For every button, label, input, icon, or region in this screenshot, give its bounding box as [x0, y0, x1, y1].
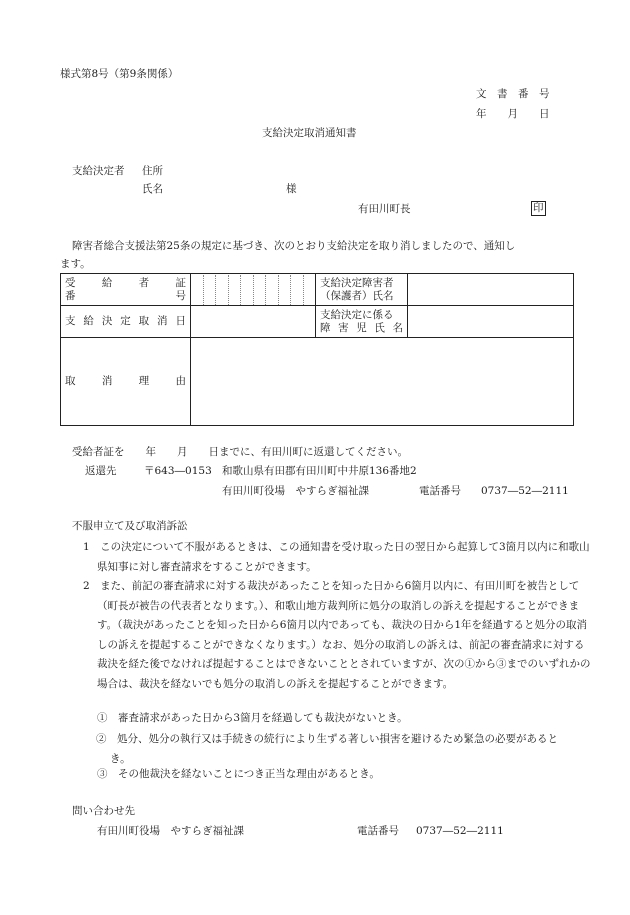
decision-table — [60, 273, 574, 426]
return-phone: 0737―52―2111 — [481, 485, 569, 497]
intro-line-2: ます。 — [60, 258, 91, 270]
return-address: 和歌山県有田郡有田川町中井原136番地2 — [222, 465, 417, 477]
recipient-label: 支給決定者 — [72, 165, 125, 177]
seal-stamp: 印 — [533, 202, 544, 214]
appeal-heading: 不服申立て及び取消訴訟 — [72, 520, 188, 532]
reason-label: 取 消 理 由 — [61, 338, 191, 426]
cert-number-label — [61, 274, 191, 306]
address-label: 住所 — [142, 165, 163, 177]
intro-line-1: 障害者総合支援法第25条の規定に基づき、次のとおり支給決定を取り消しましたので、通知し — [72, 240, 516, 252]
appeal-item-1: 1 この決定について不服があるときは、この通知書を受け取った日の翌日から起算して3箇月以内に和歌山県知事に対し審査請求をすることができます。 — [83, 541, 590, 573]
document-number-label: 文 書 番 号 — [476, 88, 550, 100]
child-name-label: 支給決定に係る 障 害 児 氏 名 — [316, 306, 408, 338]
cert-number-label-l1: 受 給 者 証 — [65, 276, 186, 289]
cancel-date-value — [191, 306, 316, 338]
date-label: 年 月 日 — [476, 108, 550, 120]
return-notice: 受給者証を 年 月 日までに、有田川町に返還してください。 — [72, 446, 408, 458]
inquiry-phone: 0737―52―2111 — [416, 825, 504, 837]
issuer-name: 有田川町長 — [358, 203, 411, 215]
form-id: 様式第8号（第9条関係） — [60, 68, 179, 80]
inquiry-phone-label: 電話番号 — [357, 825, 399, 837]
appeal-item-2: 2 また、前記の審査請求に対する裁決があったことを知った日から6箇月以内に、有田川町を被告として（町長が被告の代表者となります。）、和歌山地方裁判所に処分の取消しの訴えを提起することができます。（裁決があったことを知った日から6箇月以内であっても、裁決の日から1年を経過すると処分の取消しの訴えを提起することができなくなります。）なお、処分の取消しの訴えは、前記の審査請求に対する裁決を経た後でなければ提起することはできないこととされていますが、次の①から③までのいずれかの場合は、裁決を経ないでも処分の取消しの訴えを提起することができます。 — [83, 580, 591, 690]
return-destination-label: 返還先 — [85, 465, 117, 477]
appeal-sub-3: ③ その他裁決を経ないことにつき正当な理由があるとき。 — [97, 768, 380, 780]
return-phone-label: 電話番号 — [419, 485, 461, 497]
cancel-date-label: 支 給 決 定 取 消 日 — [61, 306, 191, 338]
postal-code: 〒643―0153 — [144, 465, 212, 477]
name-label: 氏名 — [142, 183, 163, 195]
child-name-value — [408, 306, 574, 338]
inquiry-heading: 問い合わせ先 — [72, 805, 135, 817]
inquiry-office: 有田川町役場 やすらぎ福祉課 — [97, 825, 244, 837]
return-office: 有田川町役場 やすらぎ福祉課 — [222, 485, 369, 497]
decided-person-value — [408, 274, 574, 306]
cert-number-cells — [191, 274, 316, 306]
decided-person-label: 支給決定障害者 （保護者）氏名 — [316, 274, 408, 306]
appeal-sub-2: ② 処分、処分の執行又は手続きの続行により生ずる著しい損害を避けるため緊急の必要があるとき。 — [96, 733, 558, 765]
page-title: 支給決定取消通知書 — [262, 127, 357, 139]
honorific: 様 — [286, 183, 297, 195]
reason-value — [191, 338, 574, 426]
appeal-sub-1: ① 審査請求があった日から3箇月を経過しても裁決がないとき。 — [97, 712, 408, 724]
cert-number-label-l2: 番 号 — [65, 289, 186, 302]
